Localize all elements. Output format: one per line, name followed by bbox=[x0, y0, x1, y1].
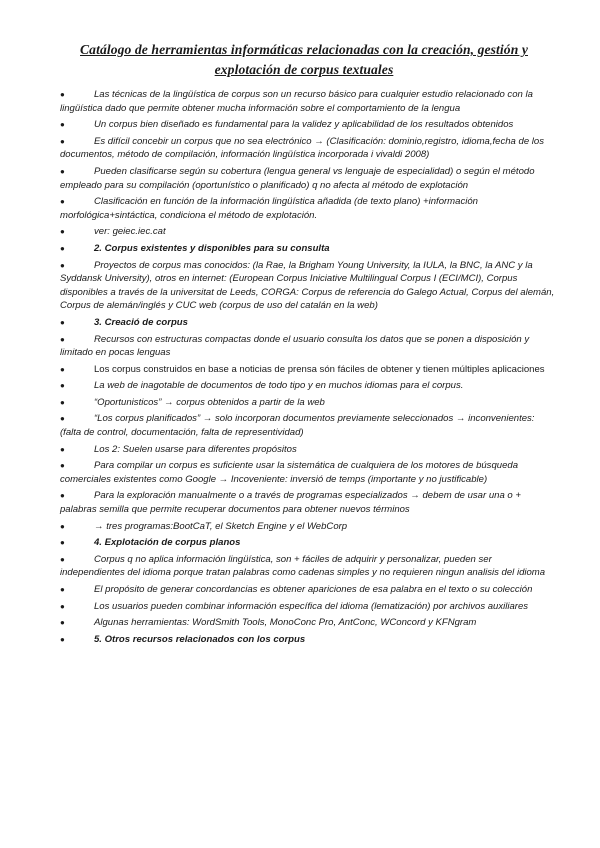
list-item-text: Los corpus construidos en base a noticias de prensa són fáciles de obtener y tienen múltiples aplicaciones bbox=[94, 363, 545, 375]
bullet-icon: ● bbox=[60, 397, 65, 407]
list-item bbox=[60, 225, 558, 239]
bullet-icon: ● bbox=[60, 260, 65, 270]
list-item-text: Los usuarios pueden combinar información específica del idioma (lematización) por archivos auxiliares bbox=[94, 600, 529, 612]
list-item-text: 3. Creació de corpus bbox=[94, 316, 188, 328]
list-item-text: El propósito de generar concordancias es obtener apariciones de esa palabra en el texto o su colección bbox=[94, 584, 533, 595]
list-item-text: ver: geiec.iec.cat bbox=[94, 226, 166, 238]
list-item-text: Las técnicas de la lingüística de corpus son un recurso básico para cualquier estudio relacionado con la lingüística dado que permite obtener mucha información sobre el comportamiento de la lengua bbox=[60, 89, 533, 114]
list-item-text: Para la exploración manualmente o a través de programas especializados → debem de usar una o + palabras semilla que permite recuperar documentos para obtener nuevos términos bbox=[60, 490, 521, 516]
list-item-text: Pueden clasificarse según su cobertura (lengua general vs lenguaje de especialidad) o según el método empleado para su compilación (oportunístico o planificado) q no afecta al método de explotación bbox=[60, 165, 535, 191]
list-item-text: “Los corpus planificados” → solo incorporan documentos previamente seleccionados → inconvenientes: (falta de control, documentación, falta de representividad) bbox=[60, 413, 535, 439]
list-item bbox=[60, 88, 558, 115]
bullet-icon: ● bbox=[60, 585, 65, 594]
bullet-icon: ● bbox=[60, 461, 65, 471]
list-item bbox=[60, 379, 558, 393]
bullet-icon: ● bbox=[60, 166, 65, 176]
list-item-text: Clasificación en función de la información lingüística añadida (de texto plano) +información morfológica+sintáctica, condiciona el método de explotación. bbox=[60, 196, 478, 221]
list-item bbox=[60, 489, 558, 516]
bullet-icon: ● bbox=[60, 521, 65, 531]
list-item-text: 5. Otros recursos relacionados con los corpus bbox=[94, 633, 306, 645]
section-heading-item bbox=[60, 633, 558, 647]
list-item bbox=[60, 412, 558, 439]
bullet-icon: ● bbox=[60, 197, 65, 207]
bullet-icon: ● bbox=[60, 364, 65, 374]
list-item bbox=[60, 520, 558, 534]
list-item-text: Proyectos de corpus mas conocidos: (la Rae, la Brigham Young University, la IULA, la BNC, la ANC y la Syddansk University), otros en internet: (European Corpus Iniciative Multilingual Corpus I (ECI/MCI), Corpus disponibles a través de la universitat de Leeds, CORGA: Corpus de referencia do Galego Actual, Corpus del alemán, Corpus de alemán/inglés y CUC web (corpus de uso del catalán en la web) bbox=[60, 259, 555, 312]
list-item-text: 4. Explotación de corpus planos bbox=[94, 537, 241, 549]
bullet-icon: ● bbox=[60, 601, 65, 611]
list-item bbox=[60, 135, 558, 162]
list-item-text: Para compilar un corpus es suficiente usar la sistemática de cualquiera de los motores de búsqueda comerciales existentes como Google → Incoveniente: inversió de temps (importante y no justificable) bbox=[60, 460, 519, 485]
list-item-text: Los 2: Suelen usarse para diferentes propósitos bbox=[94, 443, 297, 455]
bullet-icon: ● bbox=[60, 618, 65, 628]
bullet-icon: ● bbox=[60, 634, 65, 644]
bullet-icon: ● bbox=[60, 243, 65, 253]
list-item-text: “Oportunisticos” → corpus obtenidos a partir de la web bbox=[94, 396, 325, 408]
bullet-icon: ● bbox=[60, 90, 65, 99]
list-item bbox=[60, 396, 558, 410]
bullet-icon: ● bbox=[60, 227, 65, 237]
list-item-text: Corpus q no aplica información lingüística, son + fáciles de adquirir y personalizar, pueden ser independientes del idioma porque tratan palabras como cadenas simples y no requieren ningun analisis del idioma bbox=[60, 553, 546, 579]
list-item bbox=[60, 600, 558, 614]
list-item-text: 2. Corpus existentes y disponibles para su consulta bbox=[94, 242, 330, 254]
list-item-text: Es difícil concebir un corpus que no sea electrónico → (Clasificación: dominio,registro, idioma,fecha de los documentos, método de compilación, información lingüística incorporada i vivaldi 2008) bbox=[60, 135, 544, 161]
list-item-text: La web de inagotable de documentos de todo tipo y en muchos idiomas para el corpus. bbox=[94, 380, 464, 392]
list-item bbox=[60, 363, 558, 377]
bullet-icon: ● bbox=[60, 381, 65, 391]
list-item-text: Recursos con estructuras compactas donde el usuario consulta los datos que se ponen a disposición y limitado en pocas lenguas bbox=[60, 333, 530, 359]
document-title: Catálogo de herramientas informáticas relacionadas con la creación, gestión y explotación de corpus textuales bbox=[80, 42, 528, 77]
bullet-icon: ● bbox=[60, 120, 65, 130]
bullet-icon: ● bbox=[60, 334, 65, 344]
bullet-icon: ● bbox=[60, 414, 65, 424]
list-item-text: Algunas herramientas: WordSmith Tools, MonoConc Pro, AntConc, WConcord y KFNgram bbox=[94, 617, 477, 629]
list-item bbox=[60, 259, 558, 313]
list-item-text: → tres programas:BootCaT, el Sketch Engine y el WebCorp bbox=[94, 520, 348, 532]
bullet-icon: ● bbox=[60, 554, 65, 564]
list-item bbox=[60, 583, 558, 597]
list-item bbox=[60, 553, 558, 580]
list-item bbox=[60, 195, 558, 222]
list-item bbox=[60, 616, 558, 630]
bullet-icon: ● bbox=[60, 317, 65, 327]
section-heading-item bbox=[60, 316, 558, 330]
list-item-text: Un corpus bien diseñado es fundamental para la validez y aplicabilidad de los resultados obtenidos bbox=[94, 119, 514, 131]
list-item bbox=[60, 443, 558, 457]
section-heading-item bbox=[60, 536, 558, 550]
list-item bbox=[60, 165, 558, 192]
section-heading-item bbox=[60, 242, 558, 256]
list-item bbox=[60, 333, 558, 360]
bullet-icon: ● bbox=[60, 444, 65, 454]
bullet-icon: ● bbox=[60, 538, 65, 548]
list-item bbox=[60, 118, 558, 132]
list-item bbox=[60, 459, 558, 486]
bullet-icon: ● bbox=[60, 491, 65, 501]
bullet-list bbox=[60, 88, 558, 646]
bullet-icon: ● bbox=[60, 136, 65, 146]
